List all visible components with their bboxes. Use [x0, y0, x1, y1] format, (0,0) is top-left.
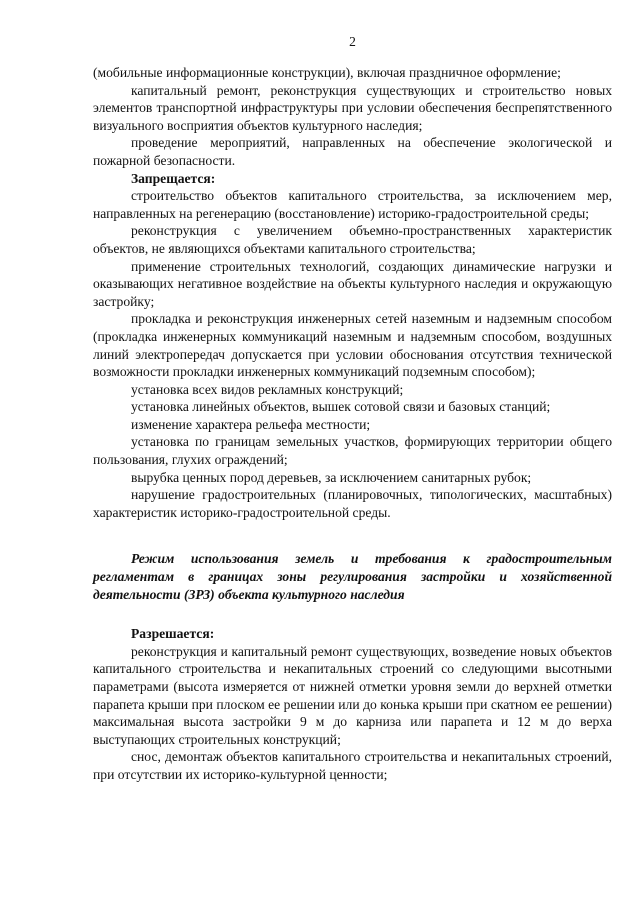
paragraph: (мобильные информационные конструкции), включая праздничное оформление; — [93, 65, 561, 80]
document-body — [93, 64, 612, 784]
list-item: применение строительных технологий, создающих динамические нагрузки и оказывающих негативное воздействие на объекты культурного наследия и окружающую застройку; — [93, 258, 612, 309]
list-item: реконструкция и капитальный ремонт существующих, возведение новых объектов капитального строительства и некапитальных строений со следующими высотными параметрами (высота измеряется от нижней отметки уровня земли до верхней отметки парапета крыши при плоском ее решении или до конька крыши при скатном ее решении) максимальная высота застройки 9 м до карниза или парапета и 12 м до верха выступающих строительных конструкций; — [93, 643, 612, 747]
list-item: реконструкция с увеличением объемно-пространственных характеристик объектов, не являющихся объектами капитального строительства; — [93, 223, 612, 256]
list-item: нарушение градостроительных (планировочных, типологических, масштабных) характеристик историко-градостроительной среды. — [93, 487, 612, 520]
list-item: изменение характера рельефа местности; — [131, 416, 371, 432]
list-item: вырубка ценных пород деревьев, за исключением санитарных рубок; — [131, 469, 532, 485]
list-item: установка по границам земельных участков, формирующих территории общего пользования, глухих ограждений; — [93, 434, 612, 468]
section-title: Режим использования земель и требования к градостроительным регламентам в границах зоны регулирования застройки и хозяйственной деятельности (ЗРЗ) объекта культурного наследия — [93, 551, 612, 602]
list-item: установка всех видов рекламных конструкций; — [131, 381, 404, 397]
allowed-heading: Разрешается: — [131, 626, 215, 642]
paragraph: капитальный ремонт, реконструкция существующих и строительство новых элементов транспортной инфраструктуры при условии обеспечения беспрепятственного визуального восприятия объектов культурного наследия; — [93, 82, 612, 133]
page-number: 2 — [349, 34, 356, 49]
prohibited-heading: Запрещается: — [131, 170, 216, 186]
paragraph: проведение мероприятий, направленных на обеспечение экологической и пожарной безопасности. — [93, 135, 612, 168]
list-item: прокладка и реконструкция инженерных сетей наземным и надземным способом (прокладка инженерных коммуникаций наземным и надземным способом, воздушных линий электропередач допускается при условии обоснования отсутствия технической возможности прокладки инженерных коммуникаций подземным способом); — [93, 311, 612, 380]
list-item: установка линейных объектов, вышек сотовой связи и базовых станций; — [131, 399, 551, 415]
list-item: строительство объектов капитального строительства, за исключением мер, направленных на регенерацию (восстановление) историко-градостроительной среды; — [93, 188, 612, 221]
list-item: снос, демонтаж объектов капитального строительства и некапитальных строений, при отсутствии их историко-культурной ценности; — [93, 749, 612, 782]
